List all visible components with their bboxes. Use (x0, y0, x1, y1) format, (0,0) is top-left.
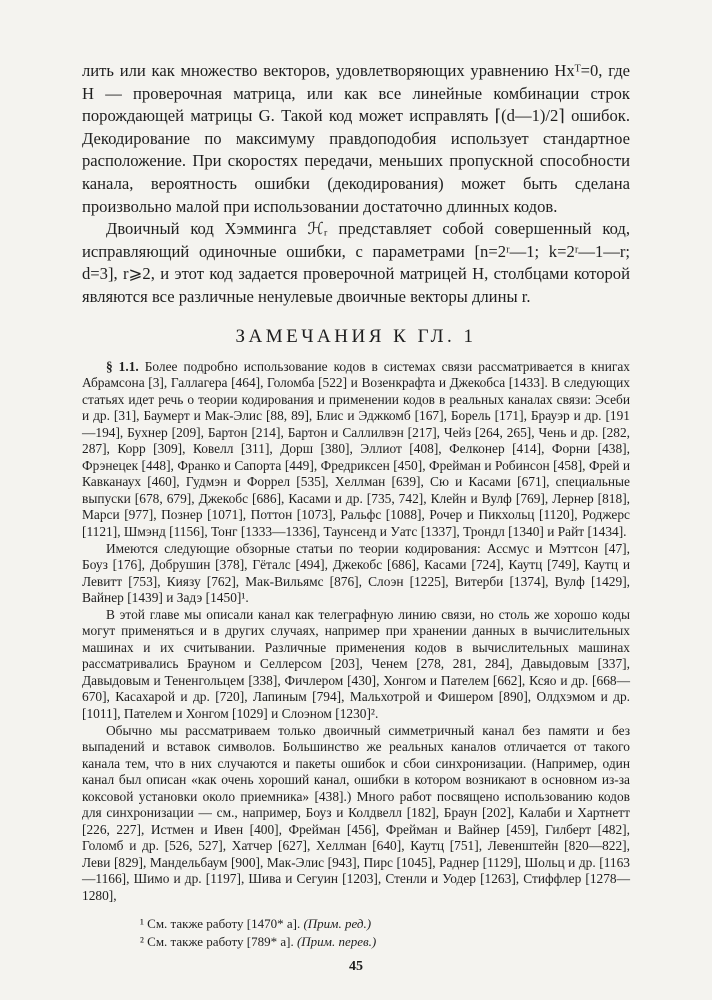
notes-paragraph-3: В этой главе мы описали канал как телеграфную линию связи, но столь же хорошо коды могут применяться и в других случаях, например при хранении данных в вычислительных машинах и их считывании. Различные применения кодов в вычислительных машинах рассматривались Брауном и Селлерсом [203], Ченем [278, 281, 284], Давыдовым [337], Давыдовым и Тененгольцем [338], Фичлером [430], Хонгом и Пателем [662], Ксяо и др. [668—670], Касахарой и др. [720], Лапиным [794], Мальхотрой и Фишером [890], Олдхэмом и др. [1011], Пателем и Хонгом [1029] и Слоэном [1230]². (82, 606, 630, 722)
footnote-1-remark: (Прим. ред.) (303, 915, 372, 931)
section-heading: ЗАМЕЧАНИЯ К ГЛ. 1 (235, 325, 477, 347)
main-paragraph-2: Двоичный код Хэмминга ℋᵣ представляет собой совершенный код, исправляющий одиночные ошибки, с параметрами [n=2ʳ—1; k=2ʳ—1—r; d=3], r⩾2, и этот код задается проверочной матрицей H, столбцами которой являются все различные ненулевые двоичные векторы длины r. (82, 219, 630, 306)
footnote-1 (88, 915, 630, 933)
book-page (82, 60, 630, 975)
notes-paragraph-1-text: Более подробно использование кодов в системах связи рассматривается в книгах Абрамсона [3], Галлагера [464], Голомба [522] и Возенкрафта и Джекобса [1433]. В следующих статьях идет речь о теории кодирования и применении кодов в реальных каналах связи: Эсеби и др. [31], Баумерт и Мак-Элис [88, 89], Блис и Эджкомб [167], Борель [171], Брауэр и др. [191—194], Бухнер [209], Бартон [214], Бартон и Саллилвэн [217], Чейз [264, 265], Чень и др. [282, 287], Корр [309], Ковелл [311], Дорш [380], Эллиот [408], Фелконер [414], Форни [438], Фрэнецек [448], Франко и Сапорта [449], Фредриксен [450], Фрейман и Робинсон [458], Фрей и Кавканаух [460], Гудмэн и Форрел [535], Хеллман [639], Сю и Касами [671], специальные выпуски [678, 679], Джекобс [686], Касами и др. [735, 742], Клейн и Вулф [769], Лернер [818], Марси [977], Познер [1071], Поттон [1073], Ральфс [1088], Рочер и Пикхольц [1120], Роджерс [1121], Шмэнд [1156], Тонг [1333—1336], Таунсенд и Уатс [1337], Трондл [1340] и Райт [1434]. (82, 358, 630, 539)
footnote-2-remark: (Прим. перев.) (296, 933, 377, 949)
main-paragraph-1: лить или как множество векторов, удовлетворяющих уравнению Hxᵀ=0, где H — проверочная матрица, или как все линейные комбинации строк порождающей матрицы G. Такой код может исправлять ⌈(d—1)/2⌉ ошибок. Декодирование по максимуму правдоподобия использует стандартное расположение. При скоростях передачи, меньших пропускной способности канала, вероятность ошибки (декодирования) может быть сделана произвольно малой при использовании достаточно длинных кодов. (82, 61, 630, 216)
footnote-1-text: ¹ См. также работу [1470* а]. (140, 915, 301, 931)
footnote-2-text: ² См. также работу [789* а]. (140, 933, 294, 949)
footnote-2 (88, 933, 630, 951)
notes-paragraph-4: Обычно мы рассматриваем только двоичный симметричный канал без памяти и без выпадений и вставок символов. Большинство же реальных каналов отличается от такого канала тем, что в них случаются и пакеты ошибок и сбои синхронизации. (Например, один канал был описан «как очень хороший канал, ошибки в котором возникают в основном из-за коксовой установки около приемника» [438].) Много работ посвящено использованию кодов для синхронизации — см., например, Боуз и Колдвелл [182], Браун [202], Калаби и Хартнетт [226, 227], Истмен и Ивен [400], Фрейман [456], Фрейман и Вайнер [459], Гилберт [482], Голомб и др. [526, 527], Хатчер [627], Хеллман [640], Каутц [751], Левенштейн [820—822], Леви [829], Мандельбаум [900], Мак-Элис [943], Пирс [1045], Раднер [1129], Шольц и др. [1163—1166], Шимо и др. [1197], Шива и Сегуин [1203], Стенли и Уодер [1263], Стиффлер [1278—1280], (82, 722, 630, 904)
notes-paragraph-2: Имеются следующие обзорные статьи по теории кодирования: Ассмус и Мэттсон [47], Боуз [176], Добрушин [378], Гёталс [494], Джекобс [686], Касами [724], Каутц [749], Каутц и Левитт [753], Киязу [762], Мак-Вильямс [876], Слоэн [1225], Витерби [1374], Вулф [1429], Вайнер [1439] и Задэ [1450]¹. (82, 540, 630, 606)
section-marker: § 1.1. (106, 358, 139, 374)
page-number: 45 (349, 958, 363, 974)
footnotes (82, 915, 630, 951)
notes-paragraph-1 (82, 359, 630, 541)
